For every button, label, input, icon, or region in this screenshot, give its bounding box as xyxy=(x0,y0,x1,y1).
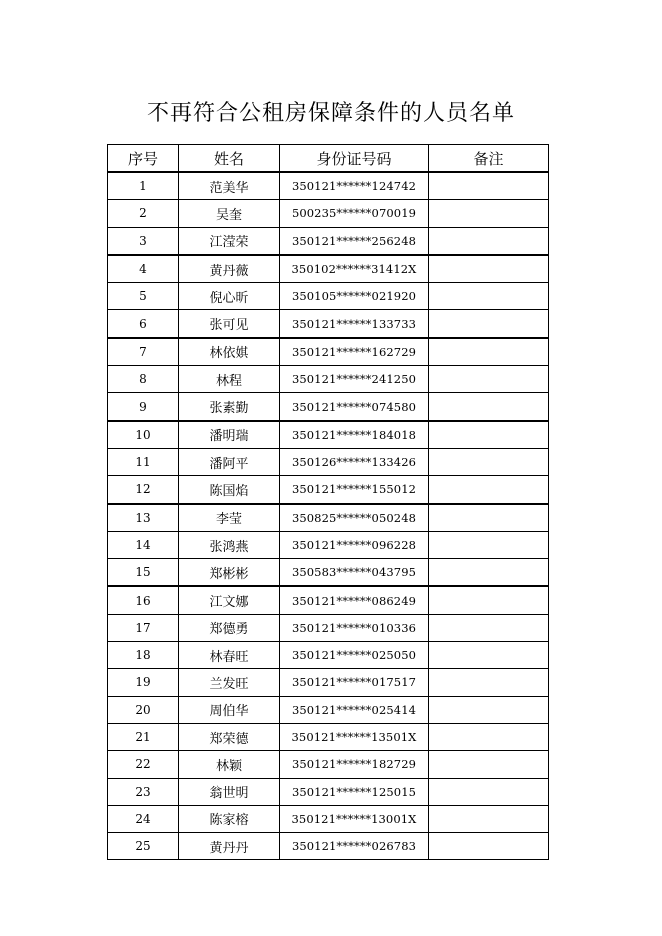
remarks-cell xyxy=(429,476,549,504)
id-number-cell: 350121******182729 xyxy=(280,751,429,778)
id-number-cell: 350102******31412X xyxy=(280,255,429,283)
table-row xyxy=(108,255,549,283)
id-number-cell: 350121******025414 xyxy=(280,696,429,723)
id-number-cell: 350126******133426 xyxy=(280,448,429,475)
header-serial-number: 序号 xyxy=(108,145,179,173)
serial-number-cell: 16 xyxy=(108,586,179,614)
id-number-cell: 350121******125015 xyxy=(280,778,429,805)
remarks-cell xyxy=(429,723,549,750)
serial-number-cell: 5 xyxy=(108,283,179,310)
name-cell: 林春旺 xyxy=(179,642,280,669)
serial-number-cell: 24 xyxy=(108,805,179,832)
serial-number-cell: 6 xyxy=(108,310,179,338)
serial-number-cell: 9 xyxy=(108,393,179,421)
table-row xyxy=(108,393,549,421)
name-cell: 潘明瑞 xyxy=(179,421,280,449)
table-row xyxy=(108,559,549,587)
remarks-cell xyxy=(429,778,549,805)
table-row xyxy=(108,283,549,310)
serial-number-cell: 13 xyxy=(108,504,179,532)
id-number-cell: 350121******026783 xyxy=(280,833,429,860)
name-cell: 张可见 xyxy=(179,310,280,338)
serial-number-cell: 11 xyxy=(108,448,179,475)
serial-number-cell: 23 xyxy=(108,778,179,805)
name-cell: 郑荣德 xyxy=(179,723,280,750)
id-number-cell: 350121******096228 xyxy=(280,531,429,558)
remarks-cell xyxy=(429,833,549,860)
table-row xyxy=(108,642,549,669)
id-number-cell: 350121******256248 xyxy=(280,227,429,255)
id-number-cell: 350825******050248 xyxy=(280,504,429,532)
remarks-cell xyxy=(429,448,549,475)
table-row xyxy=(108,531,549,558)
name-cell: 翁世明 xyxy=(179,778,280,805)
serial-number-cell: 2 xyxy=(108,200,179,227)
serial-number-cell: 4 xyxy=(108,255,179,283)
name-cell: 黄丹薇 xyxy=(179,255,280,283)
name-cell: 潘阿平 xyxy=(179,448,280,475)
remarks-cell xyxy=(429,504,549,532)
table-row xyxy=(108,805,549,832)
remarks-cell xyxy=(429,172,549,200)
serial-number-cell: 8 xyxy=(108,366,179,393)
id-number-cell: 350121******124742 xyxy=(280,172,429,200)
remarks-cell xyxy=(429,751,549,778)
id-number-cell: 350121******133733 xyxy=(280,310,429,338)
remarks-cell xyxy=(429,421,549,449)
document-title: 不再符合公租房保障条件的人员名单 xyxy=(146,101,515,126)
remarks-cell xyxy=(429,642,549,669)
remarks-cell xyxy=(429,200,549,227)
remarks-cell xyxy=(429,531,549,558)
id-number-cell: 350121******13501X xyxy=(280,723,429,750)
table-row xyxy=(108,200,549,227)
table-row xyxy=(108,172,549,200)
serial-number-cell: 10 xyxy=(108,421,179,449)
name-cell: 周伯华 xyxy=(179,696,280,723)
serial-number-cell: 22 xyxy=(108,751,179,778)
serial-number-cell: 25 xyxy=(108,833,179,860)
id-number-cell: 350121******086249 xyxy=(280,586,429,614)
id-number-cell: 350121******025050 xyxy=(280,642,429,669)
id-number-cell: 350121******162729 xyxy=(280,338,429,366)
serial-number-cell: 21 xyxy=(108,723,179,750)
table-row xyxy=(108,504,549,532)
table-row xyxy=(108,227,549,255)
remarks-cell xyxy=(429,805,549,832)
table-row xyxy=(108,751,549,778)
name-cell: 林颖 xyxy=(179,751,280,778)
roster-table xyxy=(107,144,549,860)
name-cell: 江文娜 xyxy=(179,586,280,614)
name-cell: 兰发旺 xyxy=(179,669,280,696)
serial-number-cell: 12 xyxy=(108,476,179,504)
remarks-cell xyxy=(429,310,549,338)
remarks-cell xyxy=(429,366,549,393)
remarks-cell xyxy=(429,696,549,723)
name-cell: 林依娸 xyxy=(179,338,280,366)
table-row xyxy=(108,696,549,723)
table-row xyxy=(108,833,549,860)
remarks-cell xyxy=(429,559,549,587)
remarks-cell xyxy=(429,283,549,310)
id-number-cell: 350583******043795 xyxy=(280,559,429,587)
remarks-cell xyxy=(429,338,549,366)
table-row xyxy=(108,338,549,366)
serial-number-cell: 15 xyxy=(108,559,179,587)
id-number-cell: 500235******070019 xyxy=(280,200,429,227)
table-row xyxy=(108,778,549,805)
name-cell: 吴奎 xyxy=(179,200,280,227)
name-cell: 张鸿燕 xyxy=(179,531,280,558)
id-number-cell: 350121******241250 xyxy=(280,366,429,393)
table-row xyxy=(108,723,549,750)
table-row xyxy=(108,366,549,393)
serial-number-cell: 1 xyxy=(108,172,179,200)
serial-number-cell: 17 xyxy=(108,614,179,641)
header-name: 姓名 xyxy=(179,145,280,173)
id-number-cell: 350105******021920 xyxy=(280,283,429,310)
serial-number-cell: 19 xyxy=(108,669,179,696)
id-number-cell: 350121******017517 xyxy=(280,669,429,696)
remarks-cell xyxy=(429,614,549,641)
serial-number-cell: 18 xyxy=(108,642,179,669)
name-cell: 江滢荣 xyxy=(179,227,280,255)
name-cell: 陈国焰 xyxy=(179,476,280,504)
roster-body xyxy=(108,172,549,860)
table-row xyxy=(108,586,549,614)
name-cell: 范美华 xyxy=(179,172,280,200)
table-row xyxy=(108,310,549,338)
serial-number-cell: 3 xyxy=(108,227,179,255)
name-cell: 张素勤 xyxy=(179,393,280,421)
name-cell: 陈家榕 xyxy=(179,805,280,832)
header-row xyxy=(108,145,549,173)
remarks-cell xyxy=(429,255,549,283)
header-id-number: 身份证号码 xyxy=(280,145,429,173)
id-number-cell: 350121******074580 xyxy=(280,393,429,421)
table-row xyxy=(108,421,549,449)
id-number-cell: 350121******010336 xyxy=(280,614,429,641)
serial-number-cell: 20 xyxy=(108,696,179,723)
serial-number-cell: 7 xyxy=(108,338,179,366)
remarks-cell xyxy=(429,393,549,421)
serial-number-cell: 14 xyxy=(108,531,179,558)
table-row xyxy=(108,669,549,696)
header-remarks: 备注 xyxy=(429,145,549,173)
name-cell: 林程 xyxy=(179,366,280,393)
id-number-cell: 350121******155012 xyxy=(280,476,429,504)
table-row xyxy=(108,614,549,641)
remarks-cell xyxy=(429,586,549,614)
id-number-cell: 350121******13001X xyxy=(280,805,429,832)
remarks-cell xyxy=(429,669,549,696)
remarks-cell xyxy=(429,227,549,255)
table-row xyxy=(108,448,549,475)
id-number-cell: 350121******184018 xyxy=(280,421,429,449)
table-row xyxy=(108,476,549,504)
name-cell: 黄丹丹 xyxy=(179,833,280,860)
name-cell: 倪心昕 xyxy=(179,283,280,310)
name-cell: 郑德勇 xyxy=(179,614,280,641)
name-cell: 郑彬彬 xyxy=(179,559,280,587)
name-cell: 李莹 xyxy=(179,504,280,532)
